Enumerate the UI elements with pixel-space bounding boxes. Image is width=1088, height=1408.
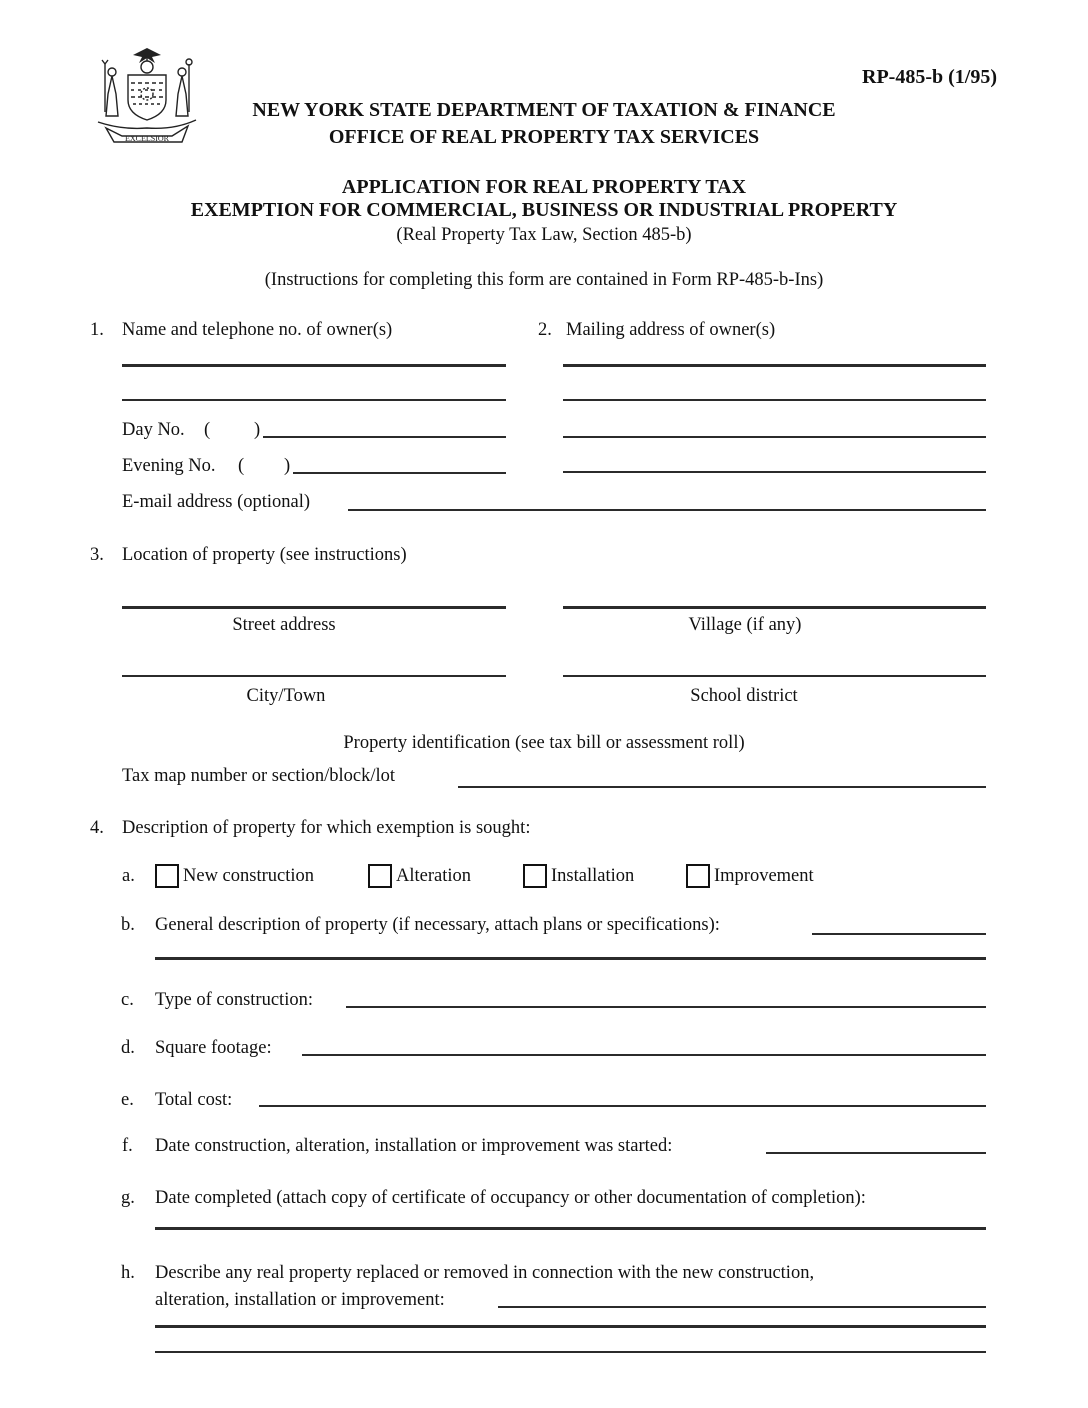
- form-number: RP-485-b (1/95): [862, 66, 997, 88]
- item4h-label-line2: alteration, installation or improvement:: [155, 1290, 445, 1310]
- evening-no-paren-close: ): [284, 456, 291, 476]
- date-started-line[interactable]: [766, 1152, 986, 1154]
- mailing-address-line-3[interactable]: [563, 436, 986, 438]
- item4g-letter: g.: [121, 1188, 135, 1208]
- tax-map-label: Tax map number or section/block/lot: [122, 766, 396, 786]
- replaced-property-line-1[interactable]: [498, 1306, 986, 1308]
- street-address-caption: Street address: [232, 615, 336, 635]
- agency-name-line2: OFFICE OF REAL PROPERTY TAX SERVICES: [328, 126, 760, 148]
- evening-no-line[interactable]: [293, 472, 506, 474]
- item4b-label: General description of property (if necessary, attach plans or specifications):: [155, 915, 720, 935]
- item4h-letter: h.: [121, 1263, 135, 1283]
- checkbox-installation-label: Installation: [551, 866, 635, 886]
- type-of-construction-line[interactable]: [346, 1006, 986, 1008]
- item3-number: 3.: [90, 545, 104, 565]
- square-footage-line[interactable]: [302, 1054, 986, 1056]
- evening-no-label: Evening No.: [122, 456, 216, 476]
- checkbox-improvement[interactable]: [686, 864, 710, 888]
- general-description-line-1[interactable]: [812, 933, 986, 935]
- replaced-property-line-3[interactable]: [155, 1351, 986, 1353]
- checkbox-improvement-label: Improvement: [714, 866, 814, 886]
- day-no-paren-open: (: [204, 420, 211, 440]
- replaced-property-line-2[interactable]: [155, 1325, 986, 1328]
- day-no-line[interactable]: [263, 436, 506, 438]
- form-instructions-note: (Instructions for completing this form are contained in Form RP-485-b-Ins): [264, 270, 824, 290]
- item4d-label: Square footage:: [155, 1038, 272, 1058]
- city-town-line[interactable]: [122, 675, 506, 677]
- evening-no-paren-open: (: [238, 456, 245, 476]
- checkbox-installation[interactable]: [523, 864, 547, 888]
- form-subtitle: (Real Property Tax Law, Section 485-b): [396, 225, 692, 245]
- item3-label: Location of property (see instructions): [122, 545, 407, 565]
- agency-name-line1: NEW YORK STATE DEPARTMENT OF TAXATION & FINANCE: [252, 99, 836, 121]
- checkbox-new-construction-label: New construction: [183, 866, 315, 886]
- general-description-line-2[interactable]: [155, 957, 986, 960]
- date-completed-line[interactable]: [155, 1227, 986, 1230]
- item4f-letter: f.: [122, 1136, 133, 1156]
- item4c-letter: c.: [121, 990, 134, 1010]
- total-cost-line[interactable]: [259, 1105, 986, 1107]
- property-identification-caption: Property identification (see tax bill or assessment roll): [343, 733, 745, 753]
- school-district-caption: School district: [690, 686, 798, 706]
- form-title-line1: APPLICATION FOR REAL PROPERTY TAX: [341, 176, 747, 198]
- checkbox-alteration-label: Alteration: [396, 866, 472, 886]
- item2-number: 2.: [538, 320, 552, 340]
- checkbox-alteration[interactable]: [368, 864, 392, 888]
- item1-label: Name and telephone no. of owner(s): [122, 320, 393, 340]
- item4a-letter: a.: [122, 866, 135, 886]
- checkbox-new-construction[interactable]: [155, 864, 179, 888]
- item4d-letter: d.: [121, 1038, 135, 1058]
- item1-number: 1.: [90, 320, 104, 340]
- email-line[interactable]: [348, 509, 986, 511]
- owner-name-line-1[interactable]: [122, 364, 506, 367]
- item4g-label: Date completed (attach copy of certificate of occupancy or other documentation of completion):: [155, 1188, 866, 1208]
- day-no-paren-close: ): [254, 420, 261, 440]
- city-town-caption: City/Town: [246, 686, 326, 706]
- mailing-address-line-4[interactable]: [563, 471, 986, 473]
- item4e-label: Total cost:: [155, 1090, 233, 1110]
- seal-motto-text: EXCELSIOR: [125, 134, 169, 143]
- email-label: E-mail address (optional): [122, 492, 311, 512]
- item4-number: 4.: [90, 818, 104, 838]
- tax-map-line[interactable]: [458, 786, 986, 788]
- item4b-letter: b.: [121, 915, 135, 935]
- street-address-line[interactable]: [122, 606, 506, 609]
- item4c-label: Type of construction:: [155, 990, 313, 1010]
- school-district-line[interactable]: [563, 675, 986, 677]
- item4h-label-line1: Describe any real property replaced or removed in connection with the new construction,: [155, 1263, 815, 1283]
- village-caption: Village (if any): [688, 615, 802, 635]
- item4-label: Description of property for which exemption is sought:: [122, 818, 531, 838]
- owner-name-line-2[interactable]: [122, 399, 506, 401]
- item2-label: Mailing address of owner(s): [566, 320, 776, 340]
- mailing-address-line-2[interactable]: [563, 399, 986, 401]
- mailing-address-line-1[interactable]: [563, 364, 986, 367]
- form-title-line2: EXEMPTION FOR COMMERCIAL, BUSINESS OR INDUSTRIAL PROPERTY: [190, 199, 898, 221]
- day-no-label: Day No.: [122, 420, 185, 440]
- village-line[interactable]: [563, 606, 986, 609]
- item4f-label: Date construction, alteration, installation or improvement was started:: [155, 1136, 673, 1156]
- item4e-letter: e.: [121, 1090, 134, 1110]
